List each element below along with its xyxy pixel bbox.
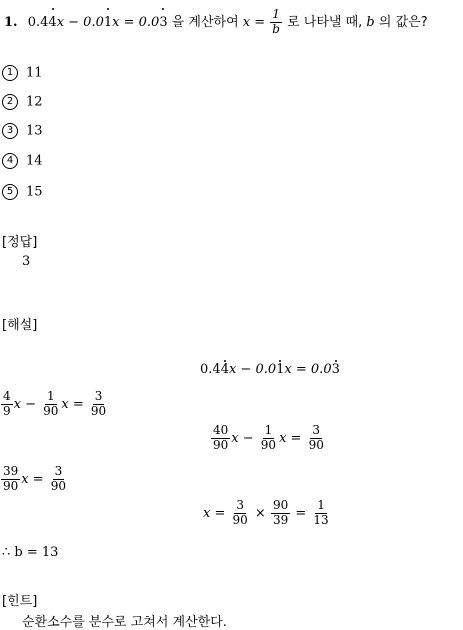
- choice-1[interactable]: [2, 65, 43, 81]
- solution-line-4: $\frac{39}{90}$ x = $\frac{3}{90}$: [3, 464, 67, 493]
- choice-value: 12: [26, 94, 43, 110]
- choice-value: 14: [26, 153, 43, 169]
- solution-line-2: $\frac{4}{9}$ x − $\frac{1}{90}$ x = $\frac{3}{90}$: [3, 389, 107, 418]
- hint-heading: [힌트]: [2, 594, 38, 609]
- answer-heading: [정답]: [2, 235, 38, 250]
- choice-marker: 4: [2, 153, 18, 169]
- choice-marker: 3: [2, 123, 18, 139]
- choice-marker: 2: [2, 94, 18, 110]
- solution-line-5: x = $\frac{3}{90}$ × $\frac{90}{39}$ = $\frac{1}{13}$: [203, 498, 329, 527]
- choice-value: 13: [26, 123, 43, 139]
- solution-line-1: 0.44x − 0.01x = 0.03: [200, 362, 340, 377]
- question-b-var: b: [366, 14, 375, 30]
- question-line: [4, 8, 428, 37]
- solution-heading: [해설]: [2, 318, 38, 333]
- question-text-end: 로 나타낼 때,: [282, 14, 367, 30]
- choice-value: 15: [26, 184, 43, 200]
- choice-2[interactable]: [2, 94, 43, 110]
- question-text-mid: 을 계산하여: [167, 14, 243, 30]
- question-text-tail: 의 값은?: [374, 14, 428, 30]
- hint-text: 순환소수를 분수로 고쳐서 계산한다.: [22, 615, 227, 630]
- choice-marker: 1: [2, 65, 18, 81]
- solution-conclusion: ∴ b = 13: [2, 545, 59, 560]
- answer-value: 3: [22, 254, 31, 269]
- question-x-eq: x =: [242, 14, 270, 30]
- question-fraction: $\frac{1}{b}$: [272, 7, 280, 36]
- choice-3[interactable]: [2, 123, 43, 139]
- choice-4[interactable]: [2, 153, 43, 169]
- question-expression: 0.44x − 0.01x = 0.03: [28, 15, 168, 30]
- choice-value: 11: [26, 65, 43, 81]
- choice-5[interactable]: [2, 184, 43, 200]
- question-number: 1.: [4, 14, 18, 30]
- choice-marker: 5: [2, 184, 18, 200]
- solution-line-3: $\frac{40}{90}$ x − $\frac{1}{90}$ x = $\frac{3}{90}$: [213, 423, 324, 452]
